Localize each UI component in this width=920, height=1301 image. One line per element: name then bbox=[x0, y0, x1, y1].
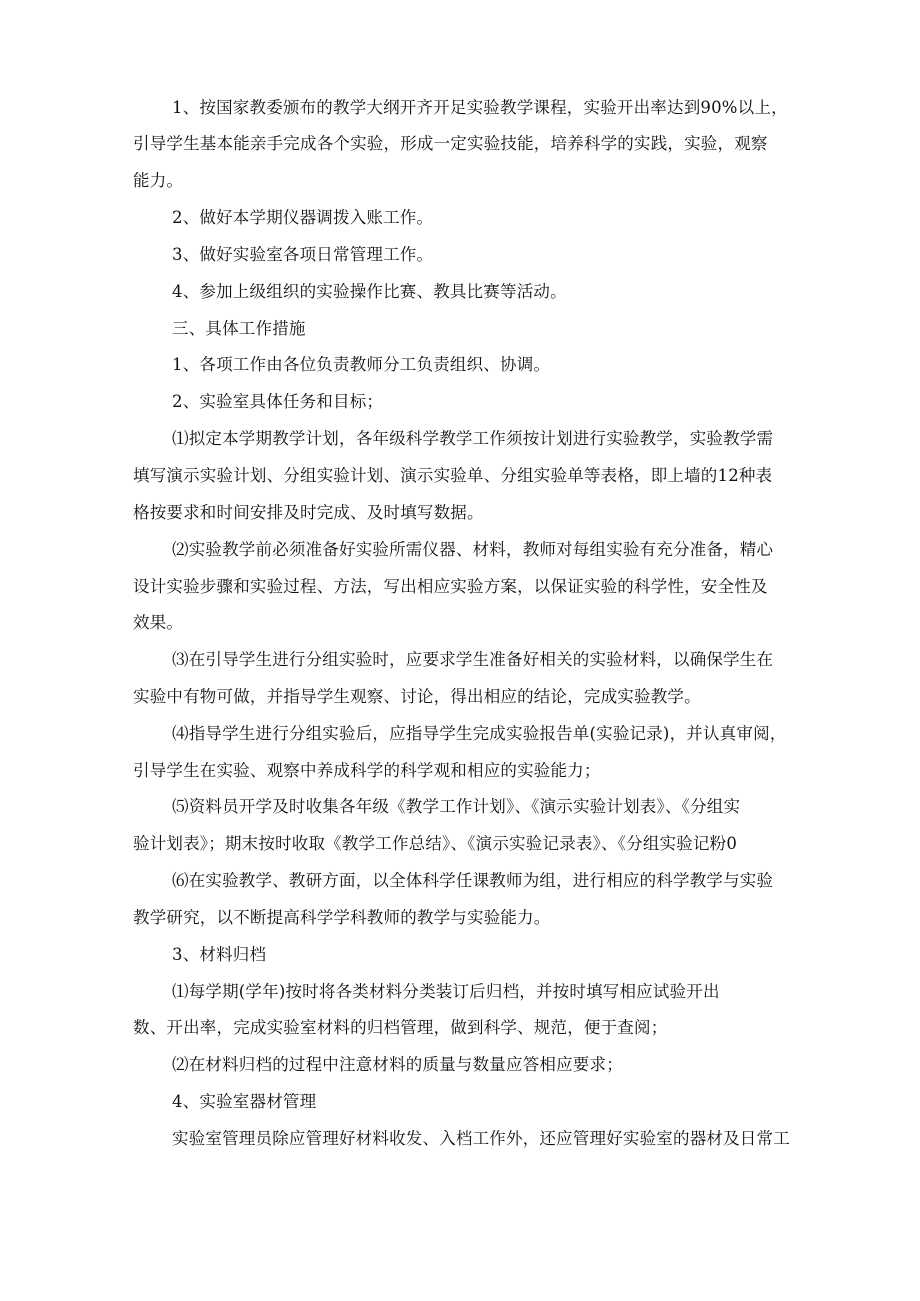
text-line: 4、参加上级组织的实验操作比赛、教具比赛等活动。 bbox=[172, 282, 567, 301]
text-line: ⑵实验教学前必须准备好实验所需仪器、材料，教师对每组实验有充分准备，精心 bbox=[172, 540, 774, 559]
section-heading: 3、材料归档 bbox=[172, 945, 267, 964]
text-line: ⑴每学期(学年)按时将各类材料分类装订后归档，并按时填写相应试验开出 bbox=[172, 982, 720, 1001]
text-line: 1、各项工作由各位负责教师分工负责组织、协调。 bbox=[172, 355, 551, 374]
text-line: 数、开出率，完成实验室材料的归档管理，做到科学、规范，便于查阅； bbox=[133, 1018, 668, 1037]
text-line: 引导学生基本能亲手完成各个实验，形成一定实验技能，培养科学的实践，实验，观察 bbox=[133, 134, 768, 153]
text-line: ⑹在实验教学、教研方面，以全体科学任课教师为组，进行相应的科学教学与实验 bbox=[172, 871, 774, 890]
text-line: 教学研究，以不断提高科学学科教师的教学与实验能力。 bbox=[133, 908, 551, 927]
text-line: ⑷指导学生进行分组实验后，应指导学生完成实验报告单(实验记录)，并认真审阅， bbox=[172, 724, 787, 743]
text-line: ⑴拟定本学期教学计划，各年级科学教学工作须按计划进行实验教学，实验教学需 bbox=[172, 429, 774, 448]
text-line: 实验中有物可做，并指导学生观察、讨论，得出相应的结论，完成实验教学。 bbox=[133, 687, 701, 706]
section-heading: 三、具体工作措施 bbox=[172, 319, 306, 338]
text-line: 填写演示实验计划、分组实验计划、演示实验单、分组实验单等表格，即上墙的12种表 bbox=[133, 466, 773, 485]
text-line: ⑸资料员开学及时收集各年级《教学工作计划》、《演示实验计划表》、《分组实 bbox=[172, 797, 741, 816]
text-line: 格按要求和时间安排及时完成、及时填写数据。 bbox=[133, 503, 484, 522]
text-line: ⑶在引导学生进行分组实验时，应要求学生准备好相关的实验材料，以确保学生在 bbox=[172, 650, 774, 669]
text-line: 设计实验步骤和实验过程、方法，写出相应实验方案，以保证实验的科学性，安全性及 bbox=[133, 577, 768, 596]
text-line: 实验室管理员除应管理好材料收发、入档工作外，还应管理好实验室的器材及日常工 bbox=[172, 1129, 790, 1148]
text-line: 1、按国家教委颁布的教学大纲开齐开足实验教学课程，实验开出率达到90%以上， bbox=[172, 98, 788, 117]
text-line: 引导学生在实验、观察中养成科学的科学观和相应的实验能力； bbox=[133, 761, 601, 780]
text-line: 3、做好实验室各项日常管理工作。 bbox=[172, 245, 434, 264]
section-heading: 4、实验室器材管理 bbox=[172, 1092, 317, 1111]
text-line: 2、实验室具体任务和目标； bbox=[172, 392, 384, 411]
text-line: 能力。 bbox=[133, 171, 184, 190]
text-line: ⑵在材料归档的过程中注意材料的质量与数量应答相应要求； bbox=[172, 1055, 623, 1074]
text-line: 效果。 bbox=[133, 613, 184, 632]
text-line: 验计划表》；期末按时收取《教学工作总结》、《演示实验记录表》、《分组实验记粉0 bbox=[133, 834, 738, 853]
text-line: 2、做好本学期仪器调拨入账工作。 bbox=[172, 208, 434, 227]
